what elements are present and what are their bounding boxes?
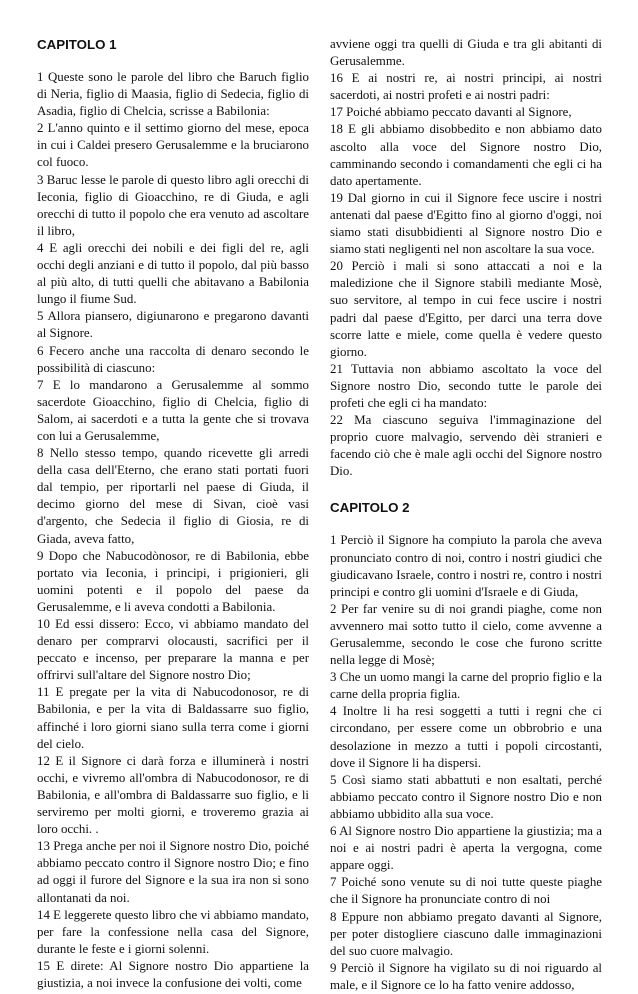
verse-paragraph: 8 Nello stesso tempo, quando ricevette gli arredi della casa dell'Eterno, che erano stati portati fuori dal tempio, per riportarli nel paese di Giuda, il decimo giorno del mese di Sivan, cioè vasi d'argento, che Sedecia il figlio di Giosia, re di Giada, aveva fatto,: [37, 446, 309, 546]
verse-paragraph: 2 L'anno quinto e il settimo giorno del mese, epoca in cui i Caldei presero Gerusalemme e la bruciarono col fuoco.: [37, 121, 309, 170]
verse-paragraph: 18 E gli abbiamo disobbedito e non abbiamo dato ascolto alla voce del Signore nostro Dio, camminando secondo i comandamenti che egli ci ha dato apertamente.: [330, 122, 602, 188]
verse-paragraph: 6 Al Signore nostro Dio appartiene la giustizia; ma a noi e ai nostri padri è aperta la vergogna, come appare oggi.: [330, 824, 602, 873]
verse-paragraph: 8 Eppure non abbiamo pregato davanti al Signore, per poter distogliere ciascuno dalle immaginazioni del suo cuore malvagio.: [330, 909, 602, 958]
verse-paragraph: 12 E il Signore ci darà forza e illuminerà i nostri occhi, e vivremo all'ombra di Nabucodonosor, re di Babilonia, e all'ombra di Baldassarre suo figlio, e li serviremo per molti giorni, e troveremo grazia ai loro occhi. .: [37, 753, 309, 837]
verse-paragraph: 11 E pregate per la vita di Nabucodonosor, re di Babilonia, e per la vita di Baldassarre suo figlio, affinché i loro giorni siano sulla terra come i giorni del cielo.: [37, 685, 309, 751]
verse-paragraph: 10 Ed essi dissero: Ecco, vi abbiamo mandato del denaro per comprarvi olocausti, sacrifici per il peccato e incenso, per preparare la manna e per offrirvi sull'altare del Signore nostro Dio;: [37, 617, 309, 683]
verse-paragraph: 16 E ai nostri re, ai nostri principi, ai nostri sacerdoti, ai nostri profeti e ai nostri padri:: [330, 71, 602, 103]
verse-paragraph: 22 Ma ciascuno seguiva l'immaginazione del proprio cuore malvagio, servendo dèi stranieri e facendo ciò che è male agli occhi del Signore nostro Dio.: [330, 413, 602, 479]
verse-paragraph: 14 E leggerete questo libro che vi abbiamo mandato, per fare la confessione nella casa del Signore, durante le feste e i giorni solenni.: [37, 907, 309, 956]
verse-paragraph: 9 Perciò il Signore ha vigilato su di noi riguardo al male, e il Signore ce lo ha fatto venire addosso,: [330, 960, 602, 992]
verse-paragraph: 17 Poiché abbiamo peccato davanti al Signore,: [330, 105, 572, 120]
verse-paragraph: 13 Prega anche per noi il Signore nostro Dio, poiché abbiamo peccato contro il Signore nostro Dio; e fino ad oggi il furore del Signore e la sua ira non si sono allontanati da noi.: [37, 839, 309, 905]
chapter-heading: CAPITOLO 2: [330, 500, 410, 516]
left-column: [37, 36, 309, 992]
verse-paragraph: 6 Fecero anche una raccolta di denaro secondo le possibilità di ciascuno:: [37, 343, 309, 375]
verse-paragraph: 15 E direte: Al Signore nostro Dio appartiene la giustizia, a noi invece la confusione dei volti, come: [37, 958, 309, 990]
verse-paragraph: 7 E lo mandarono a Gerusalemme al sommo sacerdote Gioacchino, figlio di Chelcia, figlio di Salom, ai sacerdoti e a tutta la gente che si trovava con lui a Gerusalemme,: [37, 377, 309, 443]
verse-paragraph: 21 Tuttavia non abbiamo ascoltato la voce del Signore nostro Dio, secondo tutte le parole dei profeti che egli ci ha mandato:: [330, 361, 602, 410]
verse-paragraph: 1 Queste sono le parole del libro che Baruch figlio di Neria, figlio di Maasia, figlio di Sedecia, figlio di Asadia, figlio di Chelcia, scrisse a Babilonia:: [37, 70, 309, 119]
verse-paragraph: 2 Per far venire su di noi grandi piaghe, come non avvennero mai sotto tutto il cielo, come avvenne a Gerusalemme, secondo le cose che furono scritte nella legge di Mosè;: [330, 601, 602, 668]
verse-paragraph: 3 Che un uomo mangi la carne del proprio figlio e la carne della propria figlia.: [330, 670, 602, 702]
chapter-heading: CAPITOLO 1: [37, 37, 117, 52]
verse-paragraph: 4 Inoltre li ha resi soggetti a tutti i regni che ci circondano, per essere come un obbrobrio e una desolazione in mezzo a tutti i popoli circostanti, dove il Signore li ha dispersi.: [330, 704, 602, 770]
verse-paragraph: 4 E agli orecchi dei nobili e dei figli del re, agli occhi degli anziani e di tutto il popolo, dal più basso al più alto, di tutti quelli che abitavano a Babilonia lungo il fiume Sud.: [37, 240, 309, 307]
right-column: [330, 36, 602, 994]
verse-paragraph: avviene oggi tra quelli di Giuda e tra gli abitanti di Gerusalemme.: [330, 37, 602, 69]
verse-paragraph: 19 Dal giorno in cui il Signore fece uscire i nostri antenati dal paese d'Egitto fino al giorno d'oggi, noi siamo stati disubbidienti al Signore nostro Dio e siamo stati negligenti nel non ascoltare la sua voce.: [330, 190, 602, 257]
verse-paragraph: 5 Così siamo stati abbattuti e non esaltati, perché abbiamo peccato contro il Signore nostro Dio e non abbiamo ubbidito alla sua voce.: [330, 772, 602, 821]
verse-paragraph: 1 Perciò il Signore ha compiuto la parola che aveva pronunciato contro di noi, contro i nostri giudici che giudicavano Israele, contro i nostri re, contro i nostri principi e contro gli uomini d'Israele e di Giuda,: [330, 533, 602, 599]
verse-paragraph: 3 Baruc lesse le parole di questo libro agli orecchi di Ieconia, figlio di Gioacchino, re di Giuda, e agli orecchi di tutto il popolo che era venuto ad ascoltare il libro,: [37, 172, 309, 238]
verse-paragraph: 20 Perciò i mali si sono attaccati a noi e la maledizione che il Signore stabilì mediante Mosè, suo servitore, al tempo in cui fece uscire i nostri padri dal paese d'Egitto, per darci una terra dove scorre latte e miele, come quella è vedere questo giorno.: [330, 259, 602, 359]
verse-paragraph: 7 Poiché sono venute su di noi tutte queste piaghe che il Signore ha pronunciate contro di noi: [330, 875, 602, 907]
verse-paragraph: 5 Allora piansero, digiunarono e pregarono davanti al Signore.: [37, 309, 309, 341]
verse-paragraph: 9 Dopo che Nabucodònosor, re di Babilonia, ebbe portato via Ieconia, i principi, i prigionieri, gli uomini potenti e il popolo del paese da Gerusalemme, e li aveva condotti a Babilonia.: [37, 548, 309, 614]
